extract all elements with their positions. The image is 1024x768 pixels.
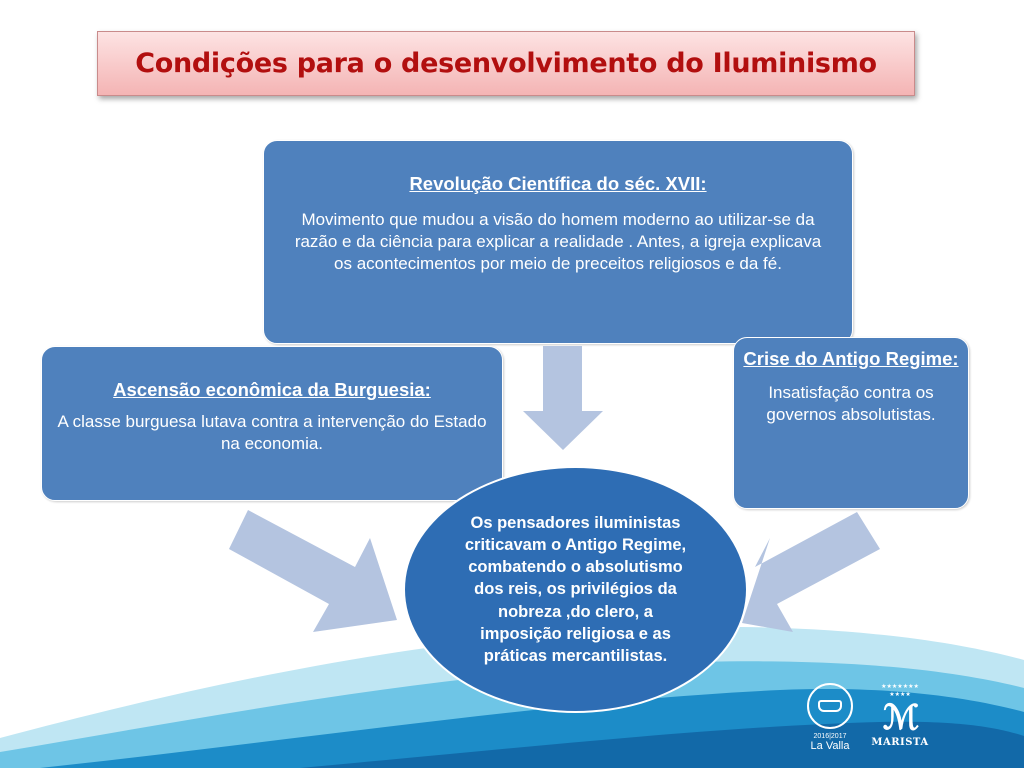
node-heading: Crise do Antigo Regime:: [743, 348, 959, 369]
logo-marista: [868, 683, 932, 763]
logo-la-valla: [802, 683, 858, 763]
arrow-left-down: [742, 512, 880, 632]
central-text: Os pensadores iluministas criticavam o Antigo Regime, combatendo o absolutismo dos reis, os privilégios da nobreza ,do clero, a imposição religiosa e as práticas mercantilistas.: [464, 513, 687, 666]
node-ascensao-burguesia: [41, 346, 503, 501]
node-heading: Ascensão econômica da Burguesia:: [113, 379, 431, 400]
page-title: Condições para o desenvolvimento do Iluminismo: [135, 48, 877, 79]
node-text: Movimento que mudou a visão do homem moderno ao utilizar-se da razão e da ciência para explicar a realidade . Antes, a igreja explicava os acontecimentos por meio de preceitos religiosos e da fé.: [294, 210, 822, 274]
central-ellipse: [403, 466, 748, 713]
arrow-down: [523, 346, 603, 450]
node-heading: Revolução Científica do séc. XVII:: [409, 173, 707, 194]
am-monogram-icon: ℳ: [882, 698, 910, 738]
boat-icon: [807, 683, 853, 729]
node-text: Insatisfação contra os governos absolutistas.: [766, 382, 936, 425]
arrow-right-down: [229, 510, 397, 632]
logo-name: MARISTA: [871, 737, 929, 748]
stars-icon: ★★★★★★★ ★★★★: [881, 684, 919, 698]
logo-name: La Valla: [810, 740, 850, 752]
logo-years: 2016|2017: [813, 733, 847, 740]
node-text: A classe burguesa lutava contra a intervenção do Estado na economia.: [57, 412, 487, 454]
